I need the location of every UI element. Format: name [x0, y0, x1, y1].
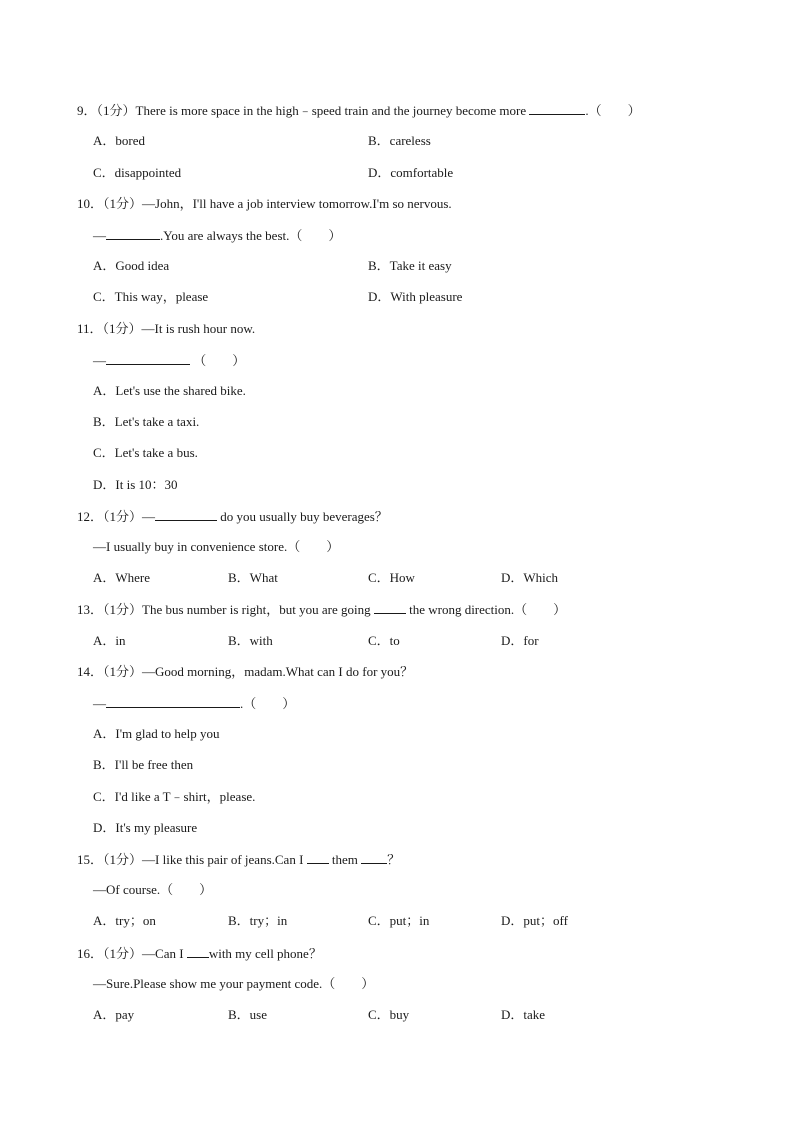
question-number: 16． [77, 946, 104, 961]
question-14-option-a: A．I'm glad to help you [93, 726, 220, 741]
reply-text: .You are always the best.（ ） [160, 228, 342, 243]
question-13-option-b: B．with [228, 633, 273, 648]
reply-dash: — [93, 696, 106, 711]
question-score: （1分） [103, 852, 143, 867]
question-text: —John，I'll have a job interview tomorrow.I'm so nervous. [142, 196, 452, 211]
question-number: 11． [77, 321, 103, 336]
answer-blank [374, 601, 406, 614]
question-12-option-b: B．What [228, 570, 278, 585]
question-text-end: the wrong direction.（ ） [405, 602, 567, 617]
question-text: —Can I [142, 946, 187, 961]
question-score: （1分） [103, 196, 143, 211]
question-11-option-a: A．Let's use the shared bike. [93, 383, 246, 398]
reply-dash: — [93, 353, 106, 368]
question-9-option-d: D．comfortable [368, 165, 454, 180]
question-12-option-c: C．How [368, 570, 415, 585]
question-text: —Good morning，madam.What can I do for you？ [142, 664, 414, 679]
question-12-reply: —I usually buy in convenience store.（ ） [93, 539, 340, 554]
question-14-option-d: D．It's my pleasure [93, 820, 198, 835]
question-number: 10． [77, 196, 104, 211]
reply-text: .（ ） [240, 696, 296, 711]
answer-blank [187, 945, 209, 958]
question-text: —It is rush hour now. [141, 321, 256, 336]
question-14-reply [93, 695, 295, 712]
question-11-option-c: C．Let's take a bus. [93, 445, 198, 460]
question-13-option-d: D．for [501, 633, 539, 648]
question-score: （1分） [102, 321, 142, 336]
question-text-end: with my cell phone？ [208, 946, 322, 961]
question-9-option-b: B．careless [368, 133, 431, 148]
answer-blank [307, 851, 329, 864]
question-14-stem [77, 664, 413, 680]
question-16-option-d: D．take [501, 1007, 546, 1022]
question-12-stem [77, 508, 388, 525]
question-text-end: do you usually buy beverages？ [217, 509, 388, 524]
question-16-option-b: B．use [228, 1007, 268, 1022]
question-9-option-a: A．bored [93, 133, 145, 148]
question-15-option-c: C．put；in [368, 913, 430, 928]
question-14-option-b: B．I'll be free then [93, 757, 194, 772]
answer-blank [529, 102, 585, 115]
answer-blank [361, 851, 387, 864]
question-10-stem [77, 196, 452, 212]
question-10-option-d: D．With pleasure [368, 289, 463, 304]
question-text-mid: them [328, 852, 362, 867]
reply-dash: — [93, 228, 106, 243]
question-15-option-d: D．put；off [501, 913, 568, 928]
question-score: （1分） [103, 946, 143, 961]
question-text-end: ？ [387, 852, 401, 867]
question-text: — [142, 509, 156, 524]
question-16-option-c: C．buy [368, 1007, 410, 1022]
question-score: （1分） [103, 509, 143, 524]
question-9-option-c: C．disappointed [93, 165, 182, 180]
question-15-option-a: A．try；on [93, 913, 156, 928]
answer-blank [106, 227, 160, 240]
question-score: （1分） [103, 602, 143, 617]
question-11-reply [93, 352, 245, 369]
question-16-reply: —Sure.Please show me your payment code.（ ） [93, 976, 375, 991]
question-14-option-c: C．I'd like a T﹣shirt，please. [93, 789, 256, 804]
question-number: 13． [77, 602, 104, 617]
answer-blank [106, 352, 190, 365]
question-10-option-c: C．This way，please [93, 289, 209, 304]
question-15-option-b: B．try；in [228, 913, 288, 928]
question-9-stem [77, 102, 641, 119]
reply-text: （ ） [193, 353, 246, 368]
question-16-stem [77, 945, 322, 962]
question-number: 15． [77, 852, 104, 867]
answer-blank [106, 695, 240, 708]
question-13-option-a: A．in [93, 633, 126, 648]
question-number: 12． [77, 509, 104, 524]
question-11-stem [77, 321, 255, 337]
question-score: （1分） [103, 664, 143, 679]
question-text: There is more space in the high﹣speed train and the journey become more [135, 103, 530, 118]
question-11-option-b: B．Let's take a taxi. [93, 414, 200, 429]
question-text: The bus number is right，but you are going [142, 602, 374, 617]
question-10-option-a: A．Good idea [93, 258, 170, 273]
question-10-reply [93, 227, 341, 244]
question-13-option-c: C．to [368, 633, 400, 648]
question-11-option-d: D．It is 10：30 [93, 477, 178, 492]
question-text-end: .（ ） [585, 103, 641, 118]
question-10-option-b: B．Take it easy [368, 258, 452, 273]
question-number: 9． [77, 103, 97, 118]
question-score: （1分） [96, 103, 136, 118]
question-16-option-a: A．pay [93, 1007, 135, 1022]
answer-blank [155, 508, 217, 521]
question-13-stem [77, 601, 566, 618]
question-15-reply: —Of course.（ ） [93, 882, 213, 897]
question-number: 14． [77, 664, 104, 679]
question-text: —I like this pair of jeans.Can I [142, 852, 307, 867]
question-12-option-a: A．Where [93, 570, 151, 585]
question-12-option-d: D．Which [501, 570, 559, 585]
question-15-stem [77, 851, 400, 868]
